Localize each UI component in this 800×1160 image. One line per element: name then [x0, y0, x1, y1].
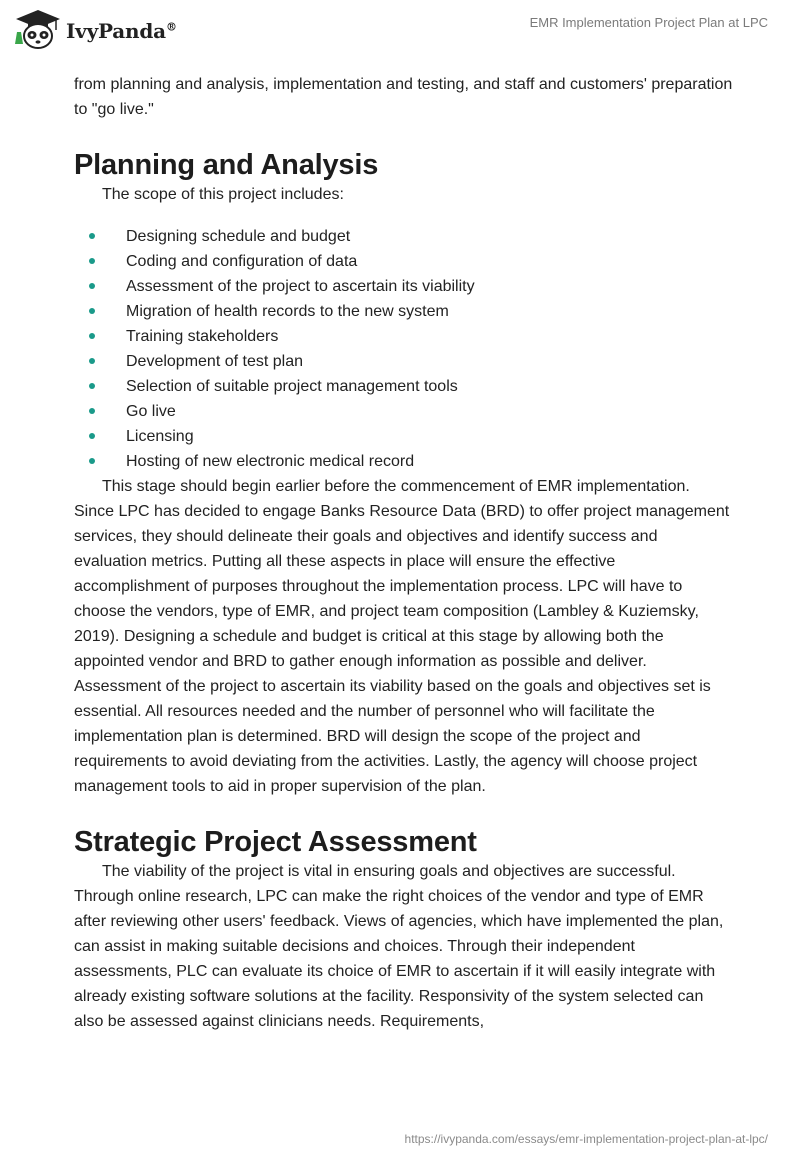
bullet-icon	[89, 383, 95, 389]
heading-planning-analysis: Planning and Analysis	[74, 149, 379, 181]
list-item: Coding and configuration of data	[74, 249, 734, 274]
list-item: Go live	[74, 399, 734, 424]
planning-paragraph: This stage should begin earlier before the commencement of EMR implementation. Since LPC has decided to engage Banks Resource Data (BRD) to offer project management services, they should delineate their goals and objectives and identify success and evaluation metrics. Putting all these aspects in place will ensure the effective accomplishment of purposes throughout the implementation process. LPC will have to choose the vendors, type of EMR, and project team composition (Lambley & Kuziemsky, 2019). Designing a schedule and budget is critical at this stage by allowing both the appointed vendor and BRD to gather enough information as possible and deliver. Assessment of the project to ascertain its viability based on the goals and objectives set is essential. All resources needed and the number of personnel who will facilitate the implementation plan is determined. BRD will design the scope of the project and requirements to avoid deviating from the activities. Lastly, the agency will choose project management tools to aid in proper supervision of the plan.	[74, 478, 730, 795]
list-item: Selection of suitable project management tools	[74, 374, 734, 399]
list-item: Assessment of the project to ascertain its viability	[74, 274, 734, 299]
list-item: Training stakeholders	[74, 324, 734, 349]
scope-list	[74, 224, 734, 474]
heading-strategic-assessment: Strategic Project Assessment	[74, 826, 477, 858]
logo-text: IvyPanda®	[66, 19, 177, 43]
bullet-icon	[89, 408, 95, 414]
bullet-icon	[89, 258, 95, 264]
scope-intro: The scope of this project includes:	[102, 186, 344, 203]
document-title: EMR Implementation Project Plan at LPC	[529, 15, 768, 30]
strategic-paragraph: The viability of the project is vital in ensuring goals and objectives are successful. Through online research, LPC can make the right choices of the vendor and type of EMR after reviewing other users' feedback. Views of agencies, which have implemented the plan, can assist in making suitable decisions and choices. Through their independent assessments, PLC can evaluate its choice of EMR to ascertain if it will easily integrate with already existing software solutions at the facility. Responsivity of the system selected can also be assessed against clinicians needs. Requirements,	[74, 863, 724, 1030]
list-item: Development of test plan	[74, 349, 734, 374]
bullet-icon	[89, 358, 95, 364]
intro-paragraph: from planning and analysis, implementation and testing, and staff and customers' preparation to "go live."	[74, 76, 733, 118]
registered-mark: ®	[165, 20, 177, 34]
bullet-icon	[89, 308, 95, 314]
bullet-icon	[89, 233, 95, 239]
panda-graduate-icon	[14, 8, 62, 50]
essay-content	[74, 72, 734, 1034]
bullet-icon	[89, 458, 95, 464]
list-item: Licensing	[74, 424, 734, 449]
list-item: Designing schedule and budget	[74, 224, 734, 249]
source-url[interactable]: https://ivypanda.com/essays/emr-implementation-project-plan-at-lpc/	[404, 1132, 768, 1146]
bullet-icon	[89, 433, 95, 439]
bullet-icon	[89, 283, 95, 289]
list-item: Migration of health records to the new system	[74, 299, 734, 324]
page-header	[0, 0, 800, 70]
logo[interactable]	[14, 8, 177, 50]
list-item: Hosting of new electronic medical record	[74, 449, 734, 474]
bullet-icon	[89, 333, 95, 339]
